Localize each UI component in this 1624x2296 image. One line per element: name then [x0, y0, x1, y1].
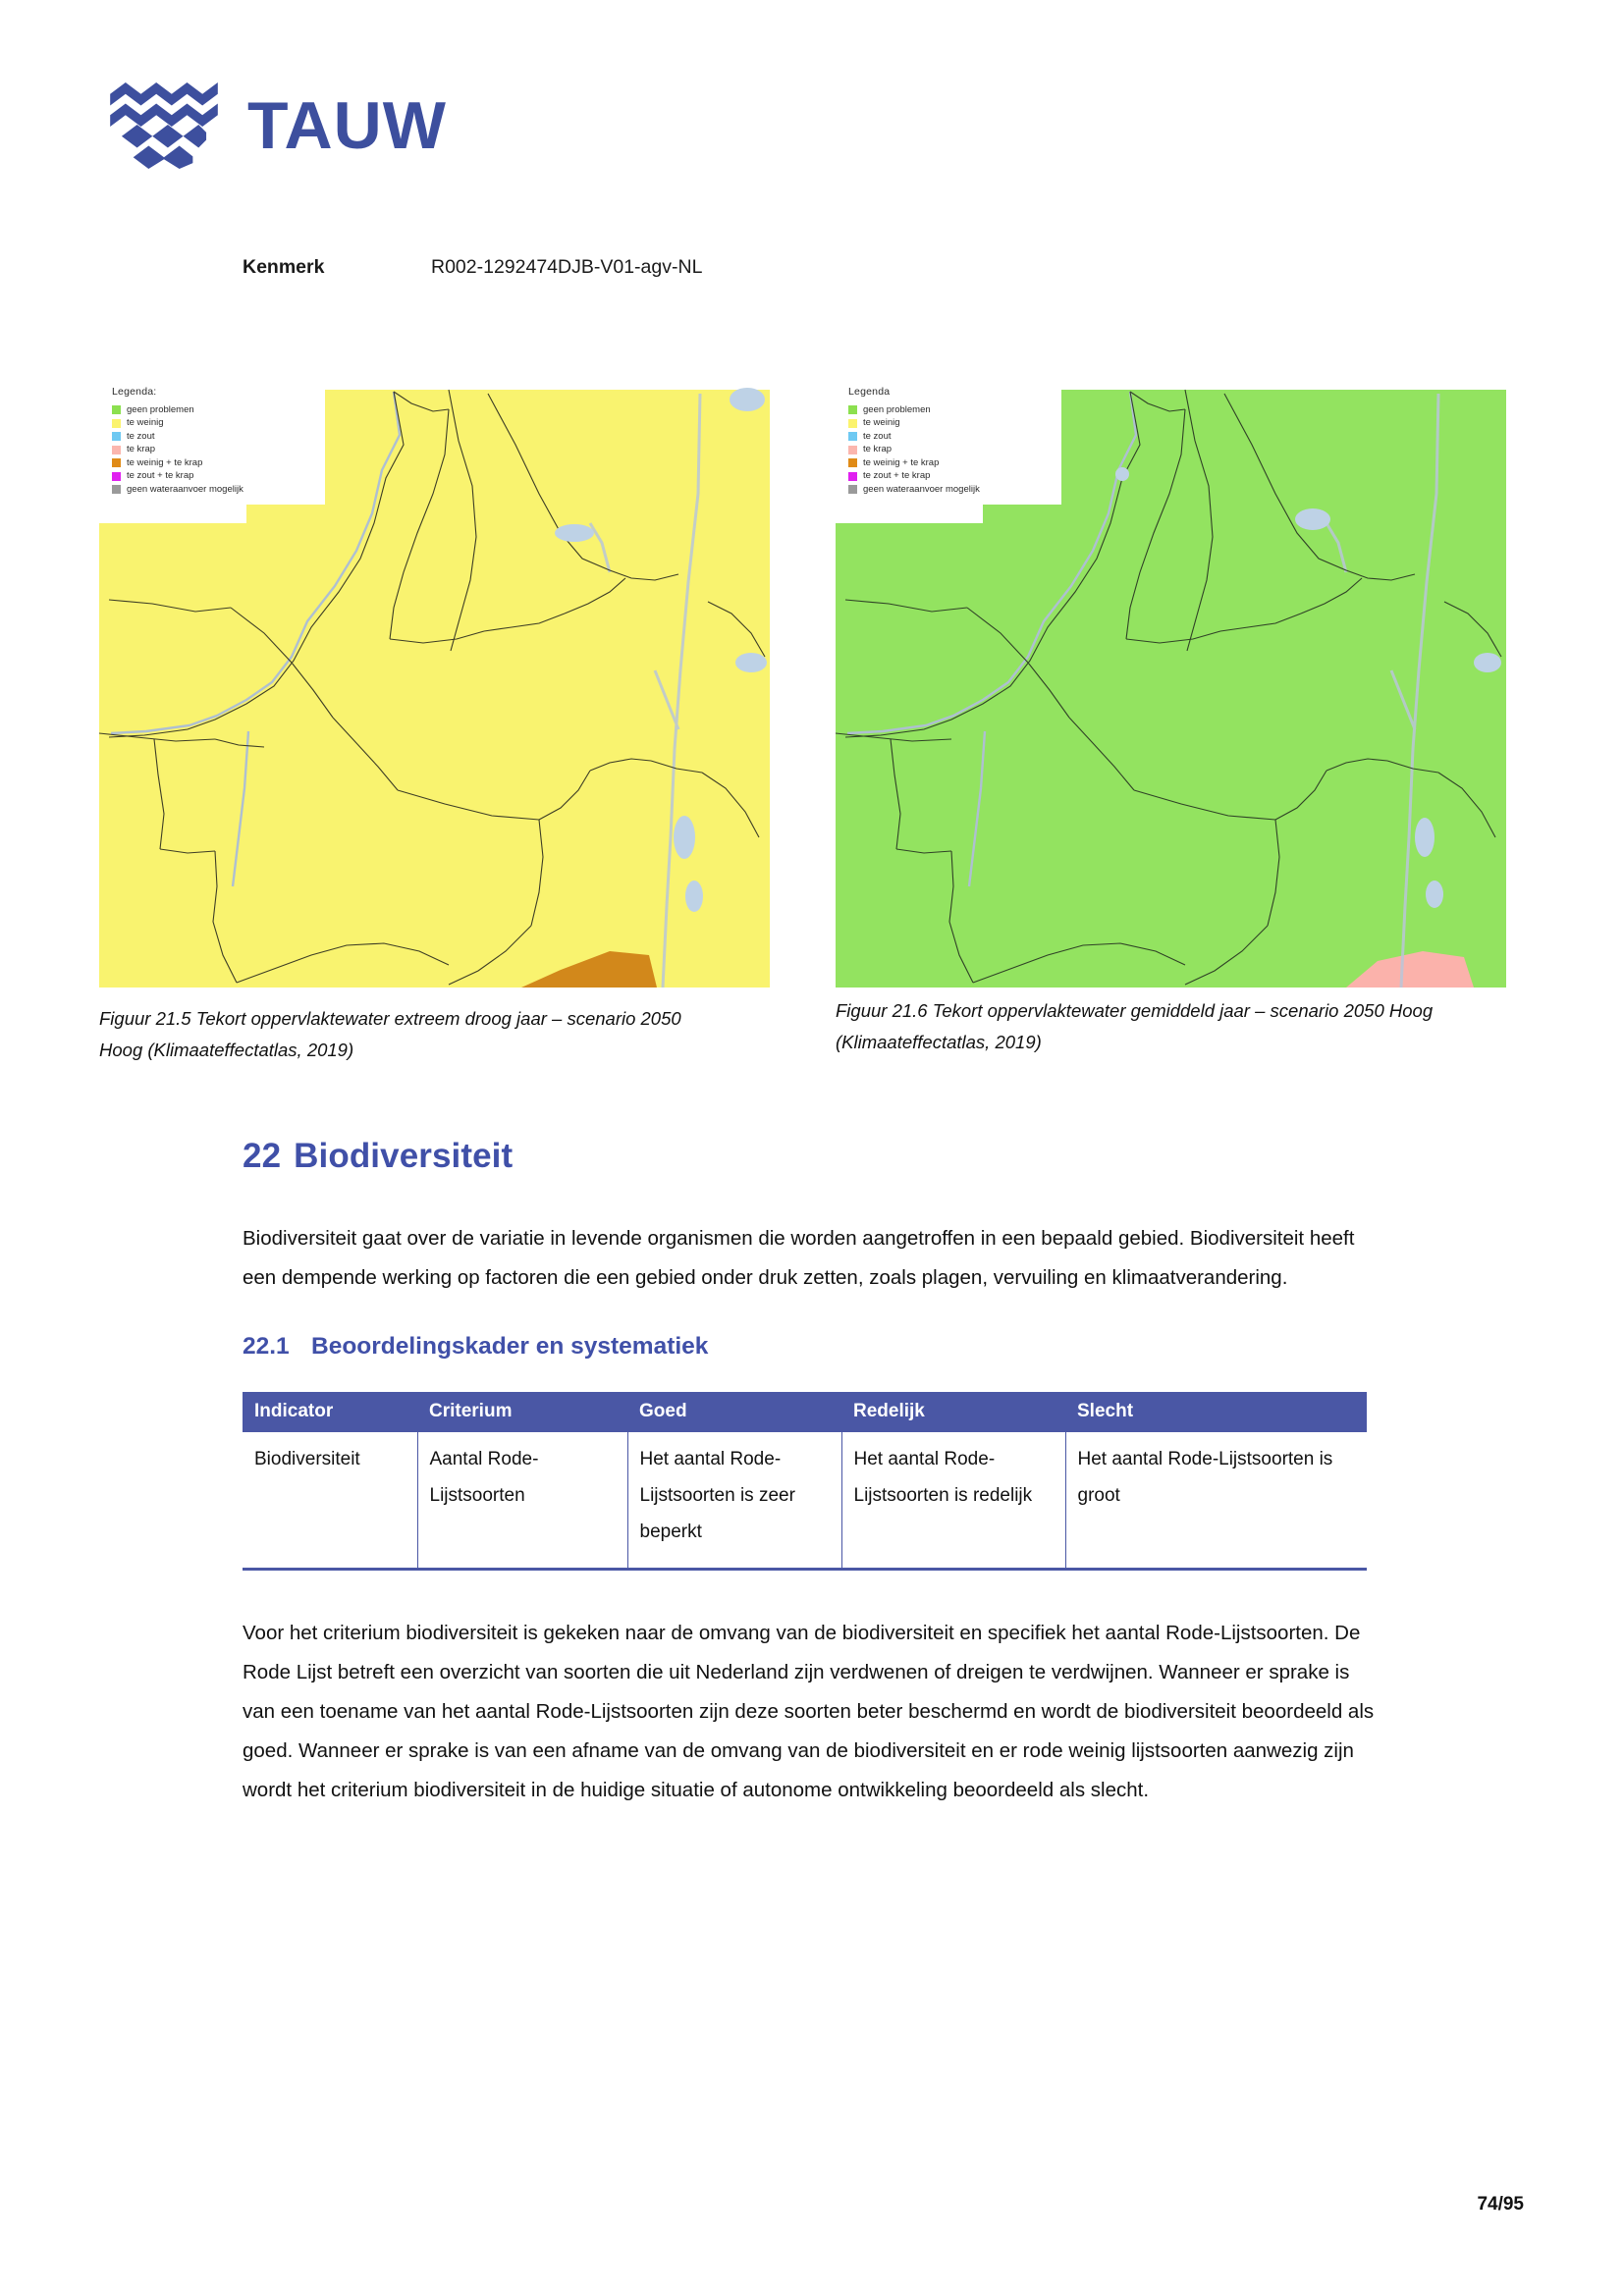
brand-name: TAUW	[247, 88, 447, 163]
legend-item	[112, 483, 313, 496]
section-number: 22.1	[243, 1332, 290, 1360]
figure-21-5	[99, 376, 770, 1066]
legend-color-swatch-geen-wateraanvoer	[848, 485, 857, 494]
legend-label: geen wateraanvoer mogelijk	[863, 483, 980, 495]
legend-item	[112, 469, 313, 482]
tauw-weave-logo-icon	[106, 80, 222, 171]
legend-item	[848, 469, 1050, 482]
legend-label: te weinig	[127, 417, 164, 429]
cell-criterium: Aantal Rode-Lijstsoorten	[417, 1432, 627, 1570]
legend-title: Legenda:	[112, 386, 157, 398]
figure-caption: Figuur 21.5 Tekort oppervlaktewater extreem droog jaar – scenario 2050 Hoog (Klimaateffectatlas, 2019)	[99, 1008, 681, 1060]
chapter-title: Biodiversiteit	[294, 1137, 514, 1175]
legend-color-swatch-te-krap	[848, 446, 857, 454]
legend-color-swatch-te-zout	[112, 432, 121, 441]
legend-label: te zout	[863, 430, 892, 442]
column-header-slecht: Slecht	[1065, 1392, 1367, 1432]
kenmerk-value: R002-1292474DJB-V01-agv-NL	[431, 256, 703, 278]
column-header-indicator: Indicator	[243, 1392, 417, 1432]
map-legend-21-5	[99, 376, 325, 505]
cell-redelijk: Het aantal Rode-Lijstsoorten is redelijk	[841, 1432, 1065, 1570]
legend-item	[848, 443, 1050, 455]
legend-item	[112, 456, 313, 469]
kenmerk-row	[243, 256, 702, 279]
legend-item	[848, 483, 1050, 496]
legend-color-swatch-geen-problemen	[848, 405, 857, 414]
legend-item	[112, 430, 313, 443]
kenmerk-label: Kenmerk	[243, 256, 325, 278]
legend-item	[112, 403, 313, 416]
page-number: 74/95	[1477, 2194, 1524, 2215]
column-header-redelijk: Redelijk	[841, 1392, 1065, 1432]
section-heading	[243, 1333, 1381, 1361]
legend-label: te zout	[127, 430, 155, 442]
tauw-logo	[106, 80, 447, 171]
legend-label: te weinig + te krap	[127, 456, 203, 468]
cell-slecht: Het aantal Rode-Lijstsoorten is groot	[1065, 1432, 1367, 1570]
assessment-table	[243, 1392, 1367, 1571]
legend-label: geen problemen	[863, 404, 931, 415]
legend-label: te krap	[127, 444, 156, 455]
legend-item	[848, 403, 1050, 416]
cell-goed: Het aantal Rode-Lijstsoorten is zeer beperkt	[627, 1432, 841, 1570]
legend-color-swatch-te-weinig-te-krap	[848, 458, 857, 467]
figure-21-6	[836, 376, 1506, 1058]
figure-caption: Figuur 21.6 Tekort oppervlaktewater gemiddeld jaar – scenario 2050 Hoog (Klimaateffectatlas, 2019)	[836, 1000, 1434, 1052]
legend-color-swatch-te-weinig	[848, 419, 857, 428]
legend-item	[848, 430, 1050, 443]
legend-color-swatch-geen-problemen	[112, 405, 121, 414]
legend-item	[112, 443, 313, 455]
legend-label: te weinig + te krap	[863, 456, 940, 468]
legend-title: Legenda	[848, 386, 891, 398]
legend-color-swatch-te-krap	[112, 446, 121, 454]
map-image-extreem-droog	[99, 376, 770, 988]
legend-item	[112, 416, 313, 429]
map-legend-21-6	[836, 376, 1061, 505]
chapter-heading	[243, 1137, 1381, 1176]
legend-item	[848, 416, 1050, 429]
cell-indicator: Biodiversiteit	[243, 1432, 417, 1570]
legend-label: geen problemen	[127, 404, 194, 415]
map-image-gemiddeld-jaar	[836, 376, 1506, 988]
table-header-row	[243, 1392, 1367, 1432]
closing-paragraph: Voor het criterium biodiversiteit is gekeken naar de omvang van de biodiversiteit en specifiek het aantal Rode-Lijstsoorten. De Rode Lijst betreft een overzicht van soorten die uit Nederland zijn verdwenen of dreigen te verdwijnen. Wanneer er sprake is van een toename van het aantal Rode-Lijstsoorten zijn deze soorten beter beschermd en wordt de biodiversiteit beoordeeld als goed. Wanneer er sprake is van een afname van de omvang van de biodiversiteit en er rode weinig lijstsoorten aanwezig zijn wordt het criterium biodiversiteit in de huidige situatie of autonome ontwikkeling beoordeeld als slecht.	[243, 1622, 1375, 1801]
legend-color-swatch-geen-wateraanvoer	[112, 485, 121, 494]
legend-color-swatch-te-zout-te-krap	[112, 472, 121, 481]
column-header-goed: Goed	[627, 1392, 841, 1432]
legend-label: geen wateraanvoer mogelijk	[127, 483, 244, 495]
column-header-criterium: Criterium	[417, 1392, 627, 1432]
legend-label: te zout + te krap	[127, 470, 194, 482]
legend-color-swatch-te-zout	[848, 432, 857, 441]
section-title: Beoordelingskader en systematiek	[311, 1332, 709, 1360]
legend-label: te krap	[863, 444, 893, 455]
legend-label: te weinig	[863, 417, 900, 429]
legend-item	[848, 456, 1050, 469]
legend-color-swatch-te-weinig	[112, 419, 121, 428]
legend-color-swatch-te-weinig-te-krap	[112, 458, 121, 467]
legend-label: te zout + te krap	[863, 470, 931, 482]
main-content	[243, 1137, 1381, 1845]
legend-color-swatch-te-zout-te-krap	[848, 472, 857, 481]
chapter-intro-paragraph: Biodiversiteit gaat over de variatie in levende organismen die worden aangetroffen in een bepaald gebied. Biodiversiteit heeft een dempende werking op factoren die een gebied onder druk zetten, zoals plagen, vervuiling en klimaatverandering.	[243, 1227, 1355, 1289]
table-row	[243, 1432, 1367, 1570]
chapter-number: 22	[243, 1137, 282, 1175]
